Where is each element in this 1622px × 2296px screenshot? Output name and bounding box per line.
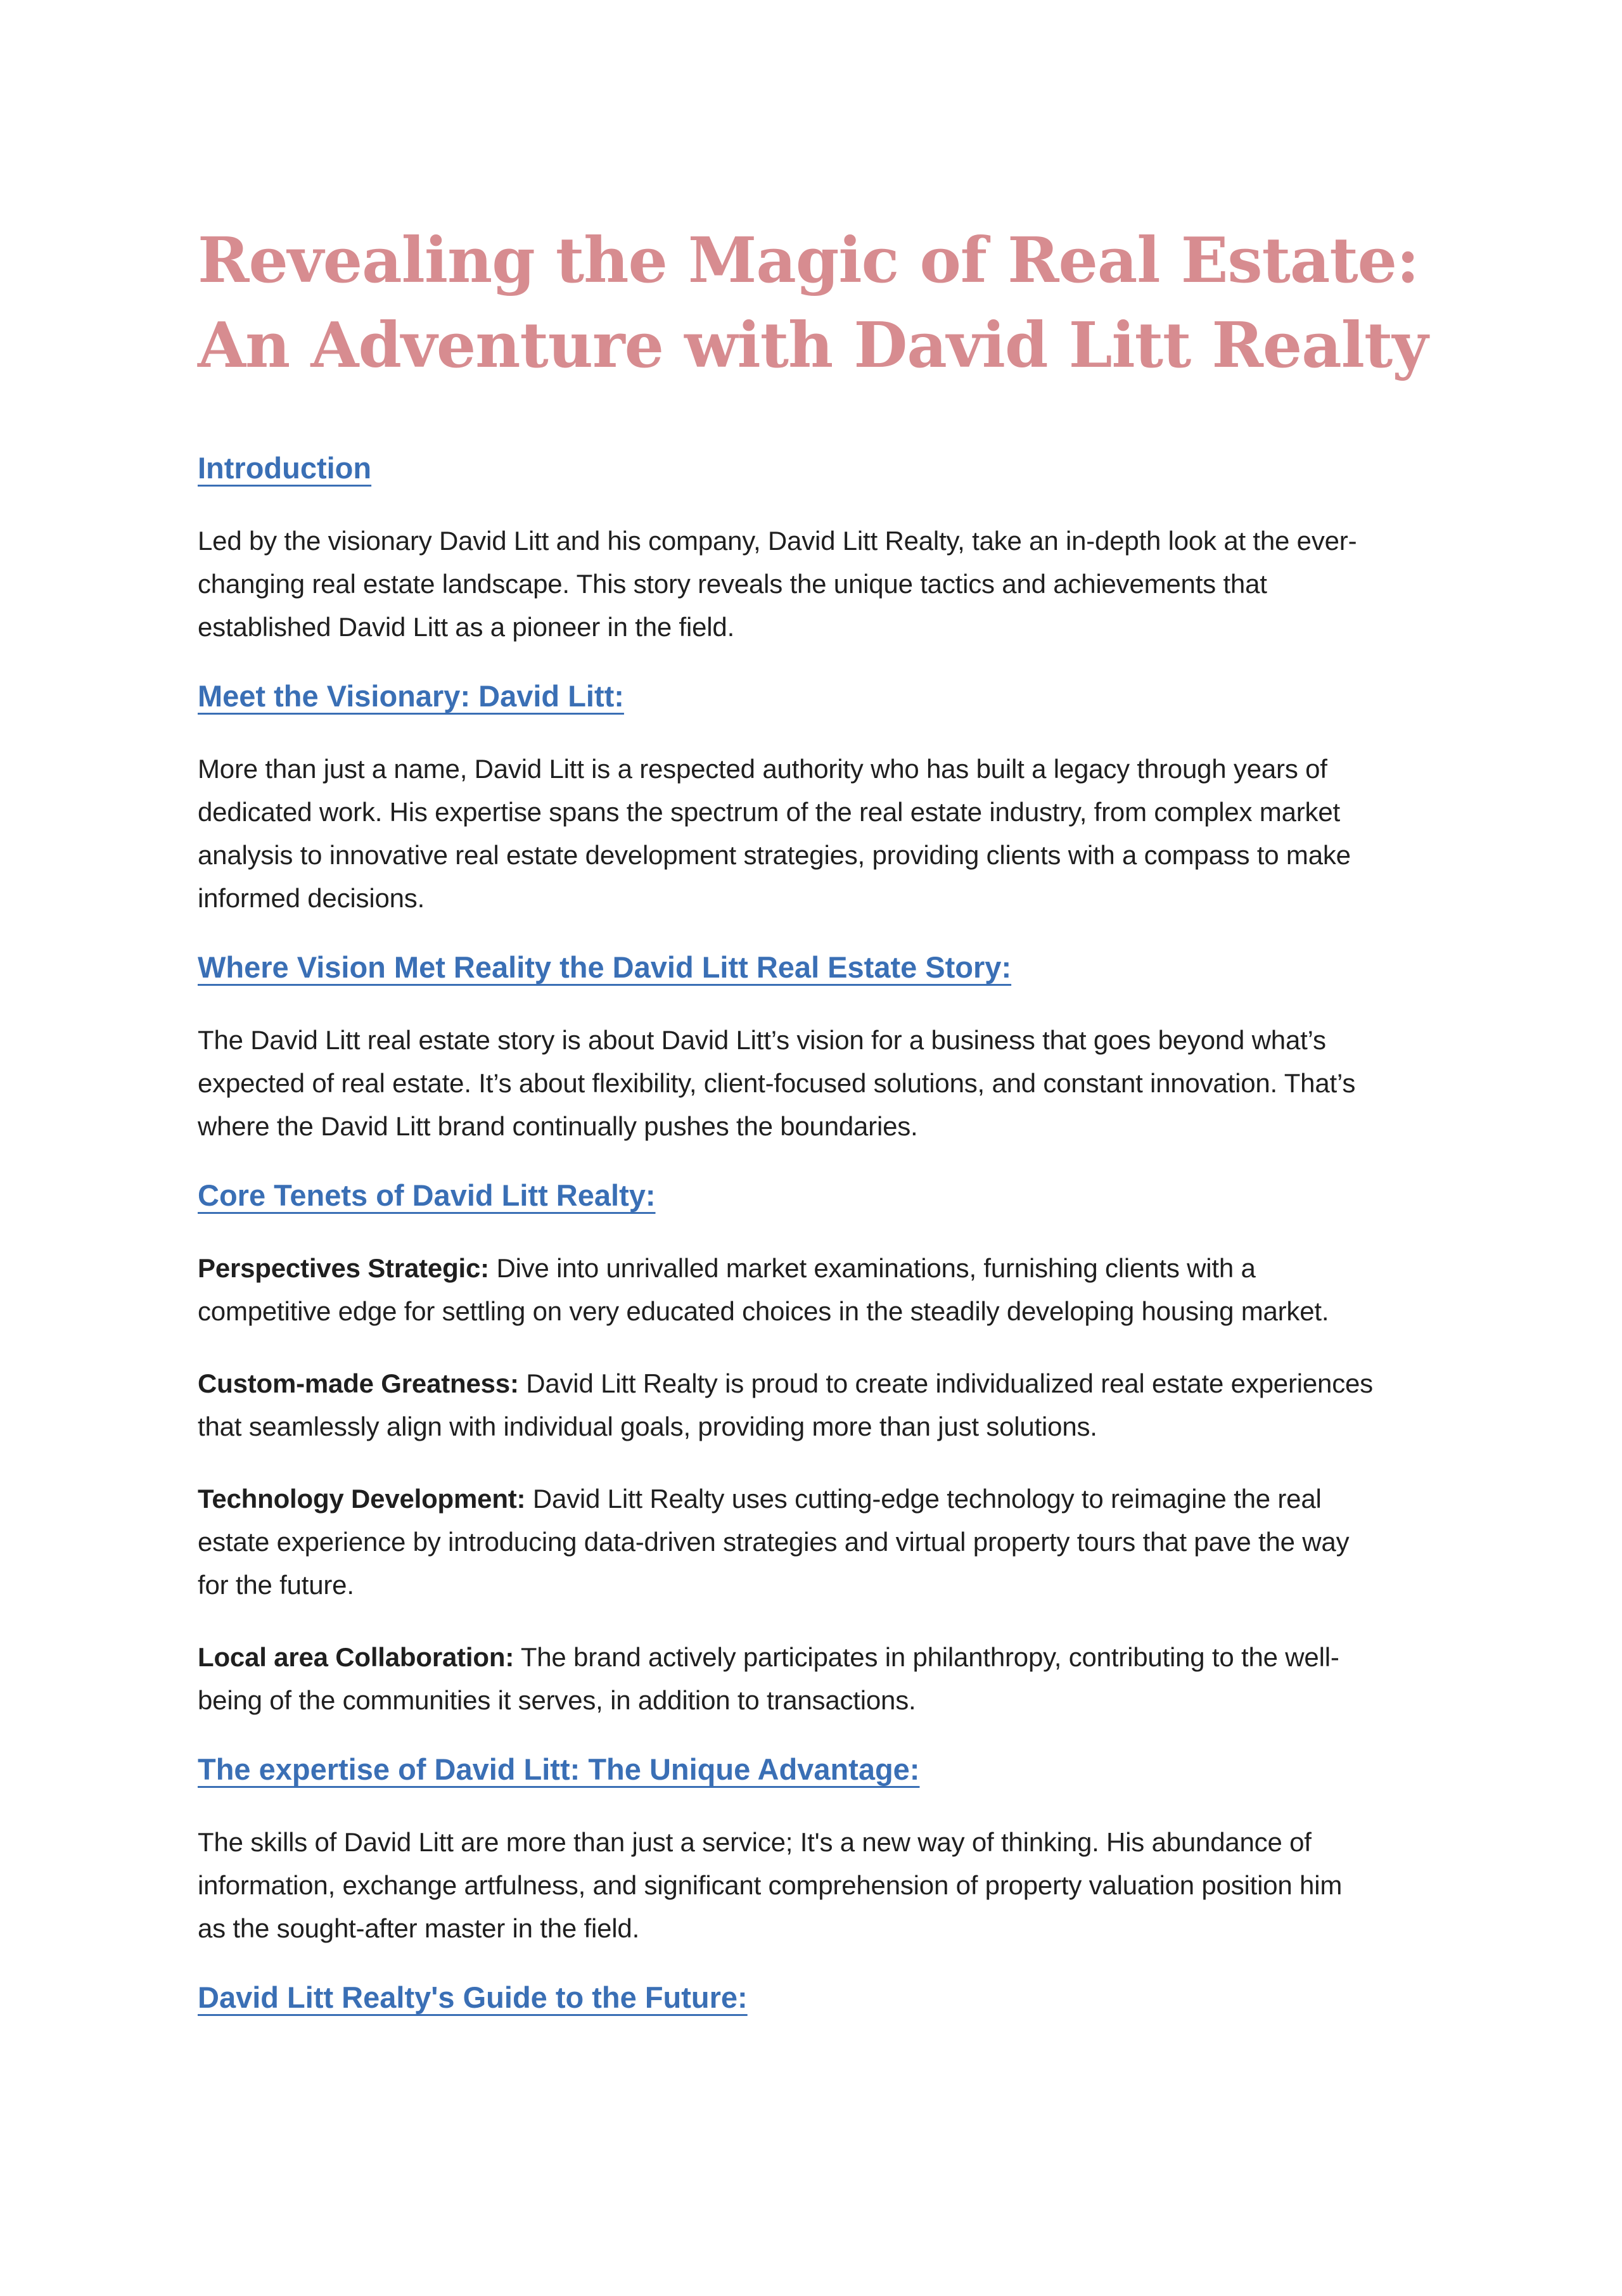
text-line-rest: David Litt Realty uses cutting-edge technology to reimagine the real <box>525 1484 1322 1514</box>
text-line: established David Litt as a pioneer in the field. <box>198 612 735 642</box>
paragraph-where-vision-met-reality <box>198 1019 1432 1148</box>
bold-lead-technology-development: Technology Development: <box>198 1484 526 1514</box>
heading-expertise-unique-advantage[interactable]: The expertise of David Litt: The Unique Advantage: <box>198 1752 920 1786</box>
text-line: analysis to innovative real estate development strategies, providing clients with a compass to make <box>198 840 1351 870</box>
text-line <box>198 1247 1432 1290</box>
heading-guide-to-the-future[interactable]: David Litt Realty's Guide to the Future: <box>198 1980 748 2014</box>
paragraph-technology-development <box>198 1477 1432 1607</box>
text-line: for the future. <box>198 1570 354 1600</box>
text-line: More than just a name, David Litt is a respected authority who has built a legacy through years of <box>198 754 1327 784</box>
bold-lead-local-area-collaboration: Local area Collaboration: <box>198 1642 514 1672</box>
text-line: informed decisions. <box>198 883 425 913</box>
heading-where-vision-met-reality[interactable]: Where Vision Met Reality the David Litt Real Estate Story: <box>198 950 1012 984</box>
heading-introduction[interactable]: Introduction <box>198 451 372 485</box>
text-line <box>198 1362 1432 1405</box>
text-line: Led by the visionary David Litt and his company, David Litt Realty, take an in-depth look at the ever- <box>198 526 1357 556</box>
text-line: changing real estate landscape. This story reveals the unique tactics and achievements that <box>198 569 1267 599</box>
text-line: The David Litt real estate story is about David Litt’s vision for a business that goes beyond what’s <box>198 1025 1326 1055</box>
paragraph-custom-made-greatness <box>198 1362 1432 1448</box>
text-line: being of the communities it serves, in addition to transactions. <box>198 1685 916 1715</box>
text-line <box>198 1636 1432 1679</box>
title-line-1: Revealing the Magic of Real Estate: <box>198 224 1419 297</box>
text-line: competitive edge for settling on very educated choices in the steadily developing housing market. <box>198 1296 1329 1326</box>
text-line: that seamlessly align with individual goals, providing more than just solutions. <box>198 1412 1097 1441</box>
text-line-rest: The brand actively participates in philanthropy, contributing to the well- <box>514 1642 1339 1672</box>
text-line <box>198 1477 1432 1521</box>
text-line: dedicated work. His expertise spans the spectrum of the real estate industry, from complex market <box>198 797 1340 827</box>
heading-core-tenets[interactable]: Core Tenets of David Litt Realty: <box>198 1178 656 1212</box>
heading-meet-the-visionary[interactable]: Meet the Visionary: David Litt: <box>198 679 624 713</box>
paragraph-expertise-unique-advantage <box>198 1821 1432 1950</box>
bold-lead-custom-made-greatness: Custom-made Greatness: <box>198 1368 519 1398</box>
paragraph-meet-the-visionary <box>198 748 1432 920</box>
document-title <box>198 219 1432 388</box>
text-line: The skills of David Litt are more than just a service; It's a new way of thinking. His abundance of <box>198 1827 1312 1857</box>
text-line-rest: David Litt Realty is proud to create individualized real estate experiences <box>518 1368 1373 1398</box>
paragraph-perspectives-strategic <box>198 1247 1432 1333</box>
bold-lead-perspectives-strategic: Perspectives Strategic: <box>198 1253 489 1283</box>
text-line-rest: Dive into unrivalled market examinations, furnishing clients with a <box>489 1253 1256 1283</box>
paragraph-introduction <box>198 520 1432 649</box>
text-line: as the sought-after master in the field. <box>198 1913 640 1943</box>
title-line-2: An Adventure with David Litt Realty <box>198 309 1428 382</box>
text-line: estate experience by introducing data-driven strategies and virtual property tours that pave the way <box>198 1527 1350 1557</box>
paragraph-local-area-collaboration <box>198 1636 1432 1722</box>
text-line: information, exchange artfulness, and significant comprehension of property valuation position him <box>198 1870 1343 1900</box>
text-line: where the David Litt brand continually pushes the boundaries. <box>198 1111 918 1141</box>
text-line: expected of real estate. It’s about flexibility, client-focused solutions, and constant innovation. That’s <box>198 1068 1356 1098</box>
